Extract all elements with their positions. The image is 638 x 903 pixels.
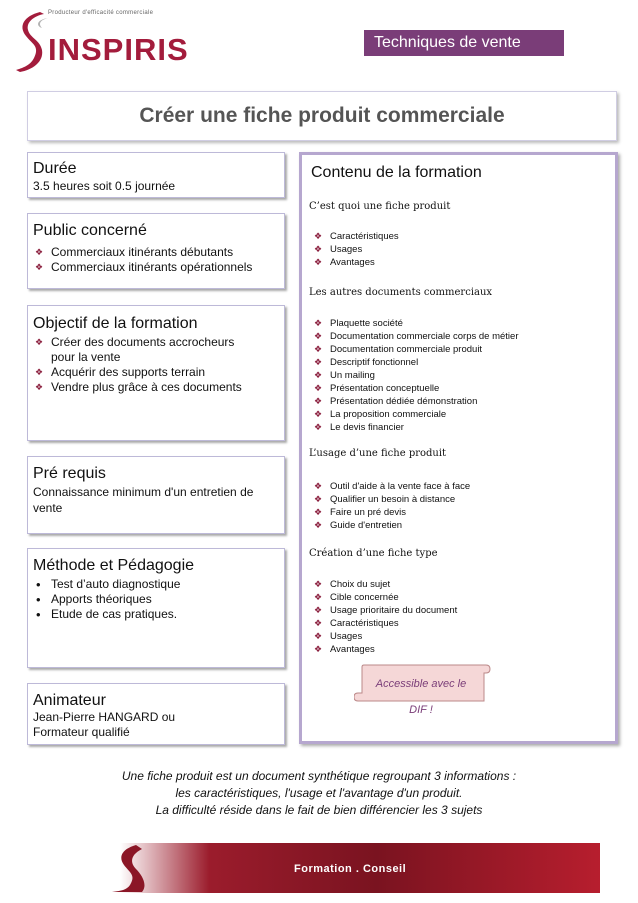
animateur-box: [27, 683, 285, 745]
topic-banner: Techniques de vente: [364, 30, 564, 56]
list-item: ❖ Commerciaux itinérants débutants: [33, 245, 279, 260]
logo-tagline: Producteur d'efficacité commerciale: [48, 10, 154, 16]
public-list: [33, 245, 279, 275]
list-item: ❖ Usages: [312, 243, 602, 256]
objectif-list: [33, 335, 279, 395]
list-item: ❖ Outil d'aide à la vente face à face: [312, 480, 602, 493]
list-item: ❖ Qualifier un besoin à distance: [312, 493, 602, 506]
list-item: ❖ Acquérir des supports terrain: [33, 365, 279, 380]
list-item: ❖ Présentation conceptuelle: [312, 382, 602, 395]
list-item: ❖ Caractéristiques: [312, 230, 602, 243]
list-item: ❖ Présentation dédiée démonstration: [312, 395, 602, 408]
banner-text: Formation . Conseil: [294, 863, 407, 875]
list-item: • Etude de cas pratiques.: [33, 607, 279, 622]
title-box: [27, 91, 617, 141]
section-list: [312, 480, 602, 532]
prerequis-box: [27, 456, 285, 534]
dif-scroll-badge: [354, 661, 492, 716]
list-item: ❖ Faire un pré devis: [312, 506, 602, 519]
list-item: ❖ Guide d'entretien: [312, 519, 602, 532]
dif-label: Accessible avec le DIF !: [375, 678, 467, 716]
footer-banner: [42, 843, 600, 893]
list-item: ❖ Avantages: [312, 256, 602, 269]
list-item: • Apports théoriques: [33, 592, 279, 607]
duree-heading: Durée: [33, 160, 77, 177]
duree-text: 3.5 heures soit 0.5 journée: [33, 179, 176, 193]
list-item: ❖ Usages: [312, 630, 602, 643]
list-item: ❖ Caractéristiques: [312, 617, 602, 630]
list-item: ❖ Le devis financier: [312, 421, 602, 434]
section-title: Création d’une fiche type: [309, 548, 438, 559]
methode-list: [33, 577, 279, 622]
animateur-heading: Animateur: [33, 692, 106, 709]
list-item: • Test d’auto diagnostique: [33, 577, 279, 592]
list-item: ❖ Documentation commerciale corps de métier: [312, 330, 602, 343]
methode-heading: Méthode et Pédagogie: [33, 557, 195, 574]
list-item: ❖ Plaquette société: [312, 317, 602, 330]
list-item: ❖ Commerciaux itinérants opérationnels: [33, 260, 279, 275]
footer-line3: La difficulté réside dans le fait de bien différencier les 3 sujets: [155, 803, 483, 817]
contenu-box: [299, 152, 618, 744]
public-heading: Public concerné: [33, 222, 147, 239]
prerequis-heading: Pré requis: [33, 465, 106, 482]
list-item: ❖ Choix du sujet: [312, 578, 602, 591]
section-title: Les autres documents commerciaux: [309, 287, 493, 298]
list-item: ❖ La proposition commerciale: [312, 408, 602, 421]
list-item: ❖ Créer des documents accrocheurs pour la vente: [33, 335, 279, 365]
animateur-line2: Formateur qualifié: [33, 725, 130, 739]
logo-wordmark: INSPIRIS: [48, 32, 189, 67]
objectif-heading: Objectif de la formation: [33, 315, 198, 332]
section-list: [312, 317, 602, 434]
footer-line2: les caractéristiques, l'usage et l'avantage d'un produit.: [175, 786, 463, 800]
public-box: [27, 213, 285, 289]
list-item: ❖ Vendre plus grâce à ces documents: [33, 380, 279, 395]
page-title: Créer une fiche produit commerciale: [139, 104, 505, 127]
list-item: ❖ Cible concernée: [312, 591, 602, 604]
section-list: [312, 230, 602, 269]
list-item: ❖ Avantages: [312, 643, 602, 656]
list-item: ❖ Usage prioritaire du document: [312, 604, 602, 617]
prerequis-text: Connaissance minimum d'un entretien de vente: [33, 485, 254, 515]
objectif-box: [27, 305, 285, 441]
footer-line1: Une fiche produit est un document synthétique regroupant 3 informations :: [121, 769, 517, 783]
list-item: ❖ Documentation commerciale produit: [312, 343, 602, 356]
section-title: L’usage d’une fiche produit: [309, 448, 447, 459]
section-list: [312, 578, 602, 656]
contenu-heading: Contenu de la formation: [311, 164, 482, 181]
methode-box: [27, 548, 285, 668]
banner-logo-icon: [102, 843, 162, 893]
section-title: C’est quoi une fiche produit: [309, 201, 451, 212]
animateur-line1: Jean-Pierre HANGARD ou: [33, 710, 176, 724]
duree-box: [27, 152, 285, 198]
list-item: ❖ Un mailing: [312, 369, 602, 382]
list-item: ❖ Descriptif fonctionnel: [312, 356, 602, 369]
